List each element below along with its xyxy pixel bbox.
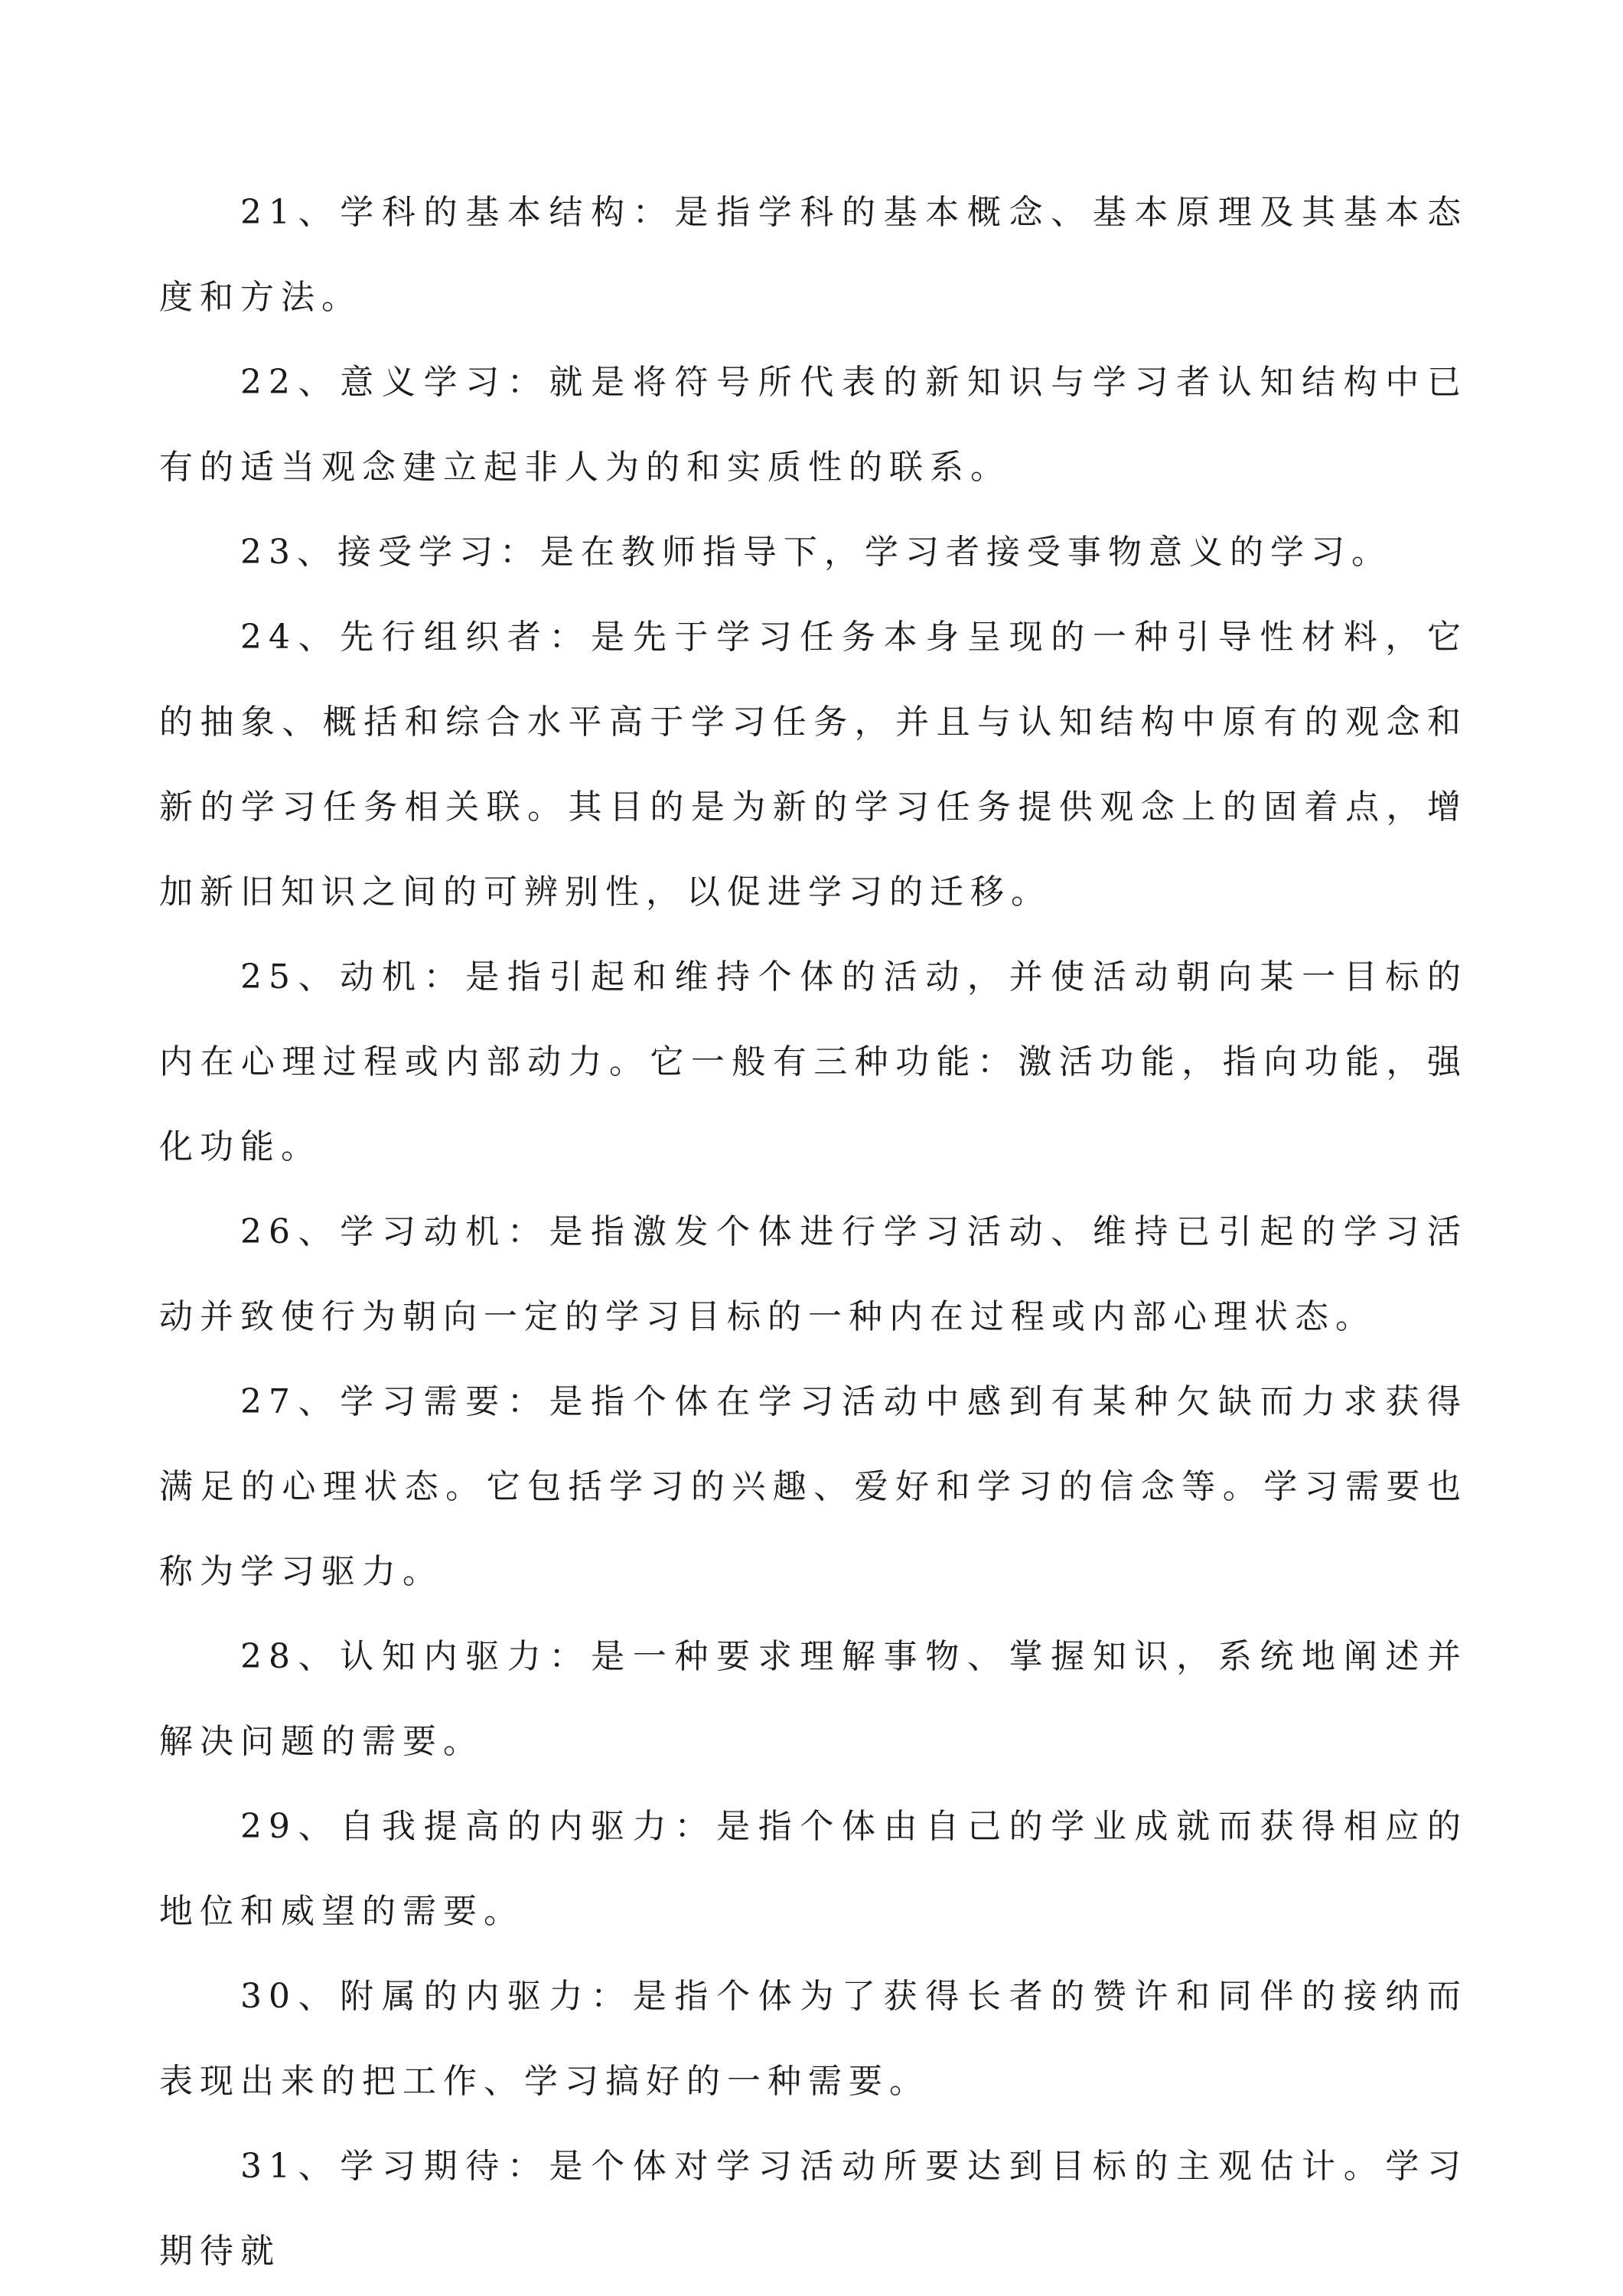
term: 附属的内驱力 [340,1977,592,2016]
item-number: 29 [240,1807,297,1846]
item-number: 24 [240,618,297,657]
separator: ： [507,363,549,402]
definition-paragraph [159,1614,1468,1784]
item-number: 25 [240,957,297,996]
separator: ： [507,1212,549,1251]
separator: ： [549,1637,592,1676]
definition-paragraph [159,170,1468,340]
term: 动机 [340,957,424,996]
separator: ： [423,957,466,996]
term: 自我提高的内驱力 [340,1807,675,1846]
definition-paragraph [159,1784,1468,1954]
definition: 就是将符号所代表的新知识与学习者认知结构中已有的适当观念建立起非人为的和实质性的联系。 [159,363,1468,487]
definition-paragraph [159,1189,1468,1359]
term: 学习期待 [340,2147,507,2186]
separator: 、 [297,618,341,657]
term: 学科的基本结构 [340,193,633,232]
term: 学习动机 [340,1212,507,1251]
separator: ： [674,1807,717,1846]
definition: 是指个体为了获得长者的赞许和同伴的接纳而表现出来的把工作、学习搞好的一种需要。 [159,1977,1468,2101]
item-number: 22 [240,363,297,402]
item-number: 31 [240,2147,297,2186]
definition-paragraph [159,1954,1468,2124]
definition: 是指个体在学习活动中感到有某种欠缺而力求获得满足的心理状态。它包括学习的兴趣、爱好和学习的信念等。学习需要也称为学习驱力。 [159,1382,1468,1591]
definition-paragraph [159,340,1468,510]
separator: 、 [297,2147,341,2186]
separator: 、 [297,193,341,232]
document-body [159,170,1468,2294]
item-number: 30 [240,1977,297,2016]
term: 意义学习 [340,363,507,402]
item-number: 27 [240,1382,297,1421]
separator: 、 [297,957,341,996]
definition: 是一种要求理解事物、掌握知识，系统地阐述并解决问题的需要。 [159,1637,1468,1761]
term: 接受学习 [337,533,500,572]
definition: 是先于学习任务本身呈现的一种引导性材料，它的抽象、概括和综合水平高于学习任务，并且与认知结构中原有的观念和新的学习任务相关联。其目的是为新的学习任务提供观念上的固着点，增加新旧知识之间的可辨别性，以促进学习的迁移。 [159,618,1468,912]
separator: 、 [297,1807,341,1846]
definition-paragraph [159,934,1468,1189]
separator: 、 [297,1637,341,1676]
definition: 是指引起和维持个体的活动，并使活动朝向某一目标的内在心理过程或内部动力。它一般有三种功能：激活功能，指向功能，强化功能。 [159,957,1468,1166]
separator: ： [632,193,675,232]
definition: 是在教师指导下，学习者接受事物意义的学习。 [540,533,1392,572]
separator: 、 [297,533,337,572]
separator: ： [507,2147,549,2186]
definition-paragraph [159,510,1468,595]
definition-paragraph [159,595,1468,934]
term: 先行组织者 [340,618,549,657]
definition: 是指学科的基本概念、基本原理及其基本态度和方法。 [159,193,1468,317]
separator: ： [549,618,592,657]
separator: 、 [297,1382,341,1421]
definition: 是指激发个体进行学习活动、维持已引起的学习活动并致使行为朝向一定的学习目标的一种内在过程或内部心理状态。 [159,1212,1468,1336]
item-number: 26 [240,1212,297,1251]
separator: 、 [297,1212,341,1251]
separator: 、 [297,1977,341,2016]
definition: 是指个体由自己的学业成就而获得相应的地位和威望的需要。 [159,1807,1468,1931]
item-number: 21 [240,193,297,232]
item-number: 23 [240,533,297,572]
separator: 、 [297,363,341,402]
separator: ： [507,1382,549,1421]
definition: 是个体对学习活动所要达到目标的主观估计。学习期待就 [159,2147,1468,2271]
term: 学习需要 [340,1382,507,1421]
term: 认知内驱力 [340,1637,549,1676]
definition-paragraph [159,2124,1468,2294]
separator: ： [591,1977,633,2016]
separator: ： [500,533,540,572]
definition-paragraph [159,1359,1468,1614]
item-number: 28 [240,1637,297,1676]
